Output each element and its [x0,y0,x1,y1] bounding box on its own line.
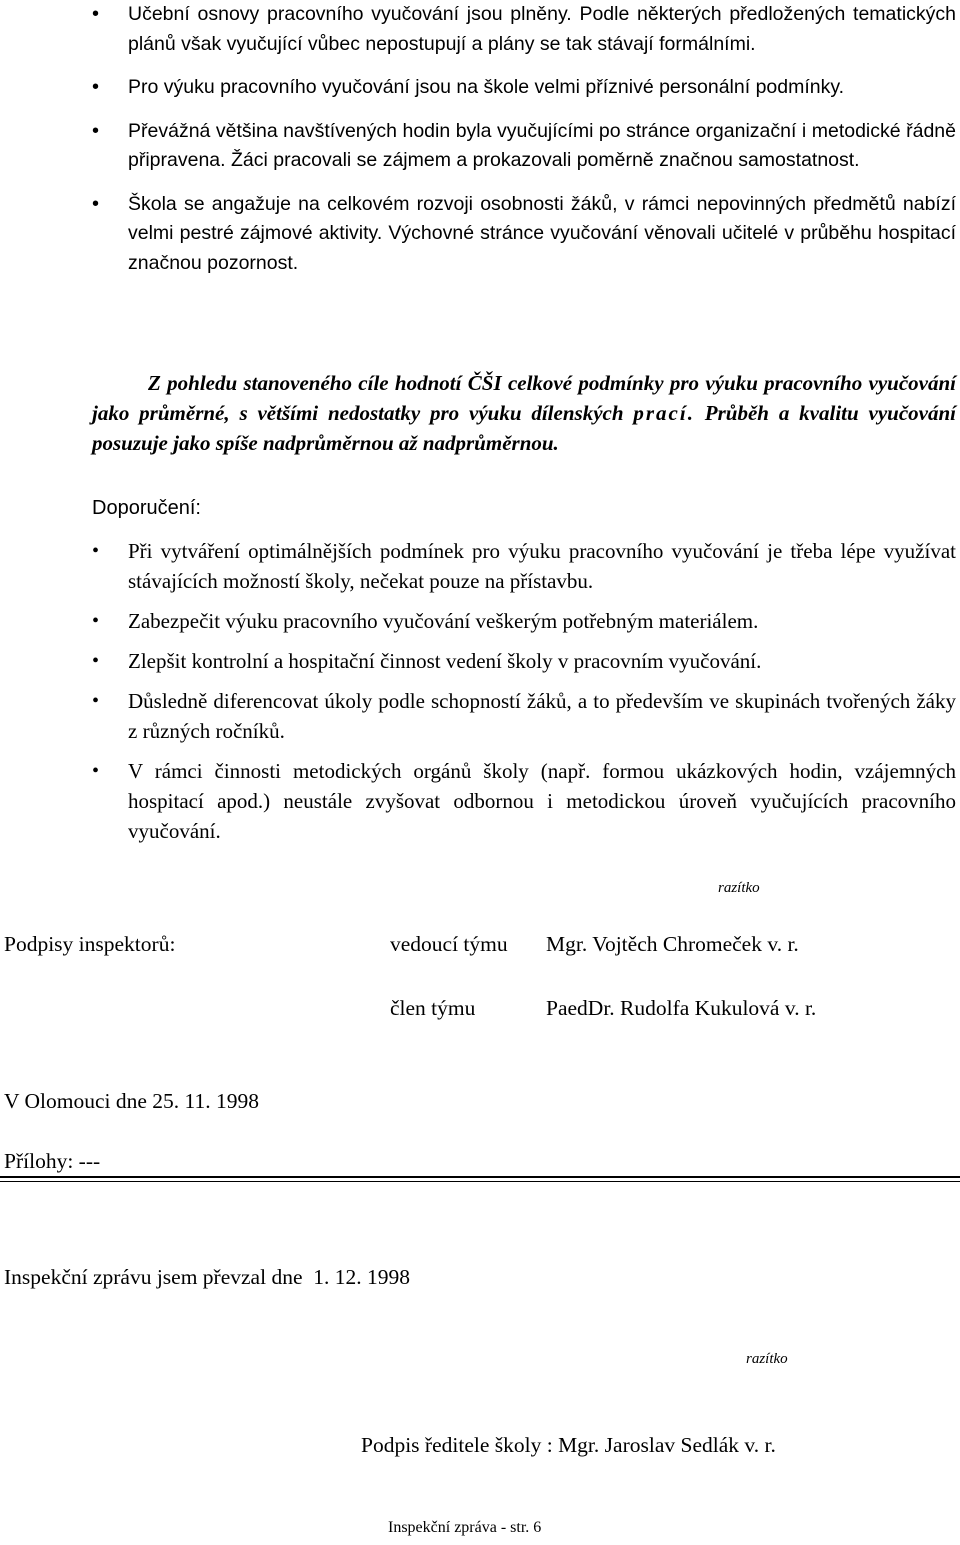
recommendations-list [0,536,960,856]
bullet-icon: • [92,540,100,562]
conclusion-paragraph [92,368,956,458]
stamp-label: razítko [746,1351,788,1367]
list-item [0,190,960,279]
finding-text: Převážná většina navštívených hodin byla vyučujícími po stránce organizační i metodické řádně připravena. Žáci pracovali se zájmem a prokazovali poměrně značnou samostatnost. [128,119,956,171]
conclusion-text-3: Průběh a kvalitu vyučování posuzuje jako spíše nadprůměrnou až nadprůměrnou. [92,401,956,455]
divider [0,1176,960,1178]
received-date: 1. 12. 1998 [313,1265,410,1289]
attachments-text: Přílohy: --- [4,1149,101,1173]
bullet-icon: • [92,760,100,782]
member-role: člen týmu [390,996,476,1020]
list-item [0,606,960,636]
bullet-icon: • [92,690,100,712]
recommendation-text: V rámci činnosti metodických orgánů školy (např. formou ukázkových hodin, vzájemných hospitací apod.) neustále zvyšovat odbornou i metodickou úroveň vyučujících pracovního vyučování. [128,759,956,843]
bullet-icon: • [92,192,100,215]
list-item [0,686,960,746]
divider [0,1181,960,1182]
list-item [0,756,960,846]
list-item [0,73,960,103]
bullet-icon: • [92,3,100,25]
conclusion-text-2: prací. [633,401,695,425]
received-line [4,1265,410,1290]
bullet-icon: • [92,76,100,98]
leader-role: vedoucí týmu [390,932,508,956]
finding-text: Pro výuku pracovního vyučování jsou na škole velmi příznivé personální podmínky. [128,76,845,98]
recommendations-heading: Doporučení: [92,497,201,519]
recommendation-text: Zlepšit kontrolní a hospitační činnost vedení školy v pracovním vyučování. [128,649,762,673]
signatures-label: Podpisy inspektorů: [4,932,176,956]
list-item [0,536,960,596]
recommendation-text: Zabezpečit výuku pracovního vyučování veškerým potřebným materiálem. [128,609,759,633]
list-item [0,646,960,676]
received-label: Inspekční zprávu jsem převzal dne [4,1265,303,1289]
bullet-icon: • [92,650,100,672]
recommendation-text: Důsledně diferencovat úkoly podle schopností žáků, a to především ve skupinách tvořených žáky z různých ročníků. [128,689,956,743]
bullet-icon: • [92,610,100,632]
member-name: PaedDr. Rudolfa Kukulová v. r. [546,996,817,1020]
leader-name: Mgr. Vojtěch Chromeček v. r. [546,932,799,956]
bullet-icon: • [92,119,100,142]
list-item [0,117,960,176]
list-item [0,0,960,59]
conclusion-text-1: Z pohledu stanoveného cíle hodnotí ČŠI celkové podmínky pro výuku pracovního vyučování jako průměrné, s většími nedostatky pro výuku dílenských [92,371,956,425]
director-signature: Podpis ředitele školy : Mgr. Jaroslav Sedlák v. r. [361,1433,776,1457]
stamp-label: razítko [718,880,760,896]
place-date: V Olomouci dne 25. 11. 1998 [4,1089,259,1113]
recommendation-text: Při vytváření optimálnějších podmínek pro výuku pracovního vyučování je třeba lépe využívat stávajících možností školy, nečekat pouze na přístavbu. [128,539,956,593]
finding-text: Škola se angažuje na celkovém rozvoji osobnosti žáků, v rámci nepovinných předmětů nabízí velmi pestré zájmové aktivity. Výchovné stránce vyučování věnovali učitelé v průběhu hospitací značnou pozornost. [128,192,956,274]
findings-list [0,0,960,292]
finding-text: Učební osnovy pracovního vyučování jsou plněny. Podle některých předložených tematických plánů však vyučující vůbec nepostupují a plány se tak stávají formálními. [128,3,956,55]
page-footer: Inspekční zpráva - str. 6 [388,1519,542,1536]
